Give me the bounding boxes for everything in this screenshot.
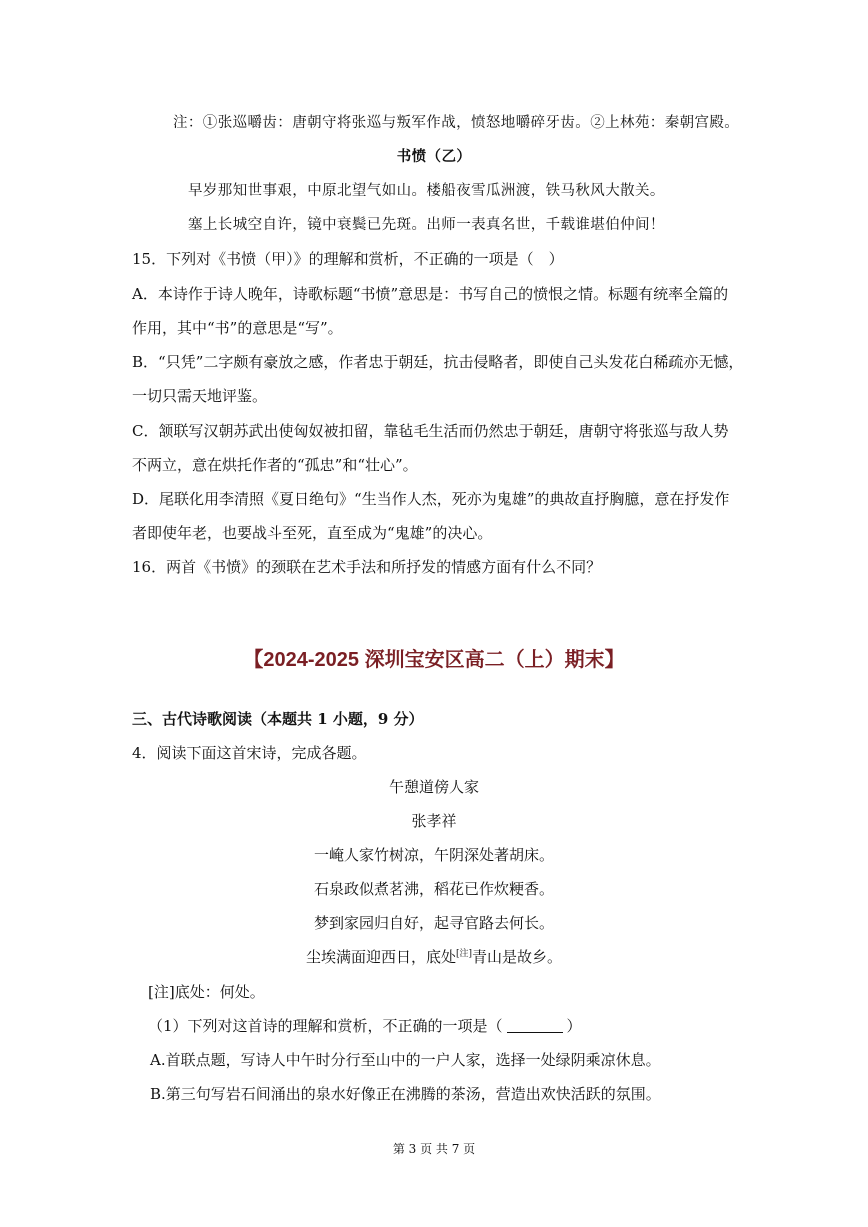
option-a-line1: A．本诗作于诗人晚年，诗歌标题“书愤”意思是：书写自己的愤恨之情。标题有统率全篇的 (132, 285, 729, 303)
option-d-line1: D．尾联化用李清照《夏日绝句》“生当作人杰，死亦为鬼雄”的典故直抒胸臆，意在抒发作 (132, 490, 730, 508)
question-15: 15．下列对《书愤（甲）》的理解和赏析，不正确的一项是（ ） (132, 250, 564, 268)
annotation: [注]底处：何处。 (148, 983, 265, 1001)
exam-source-heading: 【2024-2025 深圳宝安区高二（上）期末】 (243, 649, 625, 671)
footnote: 注：①张巡嚼齿：唐朝守将张巡与叛军作战，愤怒地嚼碎牙齿。②上林苑：秦朝宫殿。 (173, 115, 740, 131)
poem-title: 书愤（乙） (396, 148, 472, 165)
sub-question-close: ） (566, 1017, 582, 1035)
question-16: 16．两首《书愤》的颈联在艺术手法和所抒发的情感方面有什么不同？ (132, 558, 602, 576)
poem-line: 一崦人家竹树凉，午阴深处著胡床。 (313, 846, 554, 864)
question-4: 4．阅读下面这首宋诗，完成各题。 (132, 744, 367, 762)
sub-question-text: （1）下列对这首诗的理解和赏析，不正确的一项是（ (148, 1017, 503, 1035)
poem-line: 石泉政似煮茗沸，稻花已作炊粳香。 (313, 880, 554, 898)
poem-line-part: 尘埃满面迎西日，底处 (305, 948, 456, 966)
sub-option-b: B.第三句写岩石间涌出的泉水好像正在沸腾的茶汤，营造出欢快活跃的氛围。 (150, 1085, 661, 1103)
part-title: 三、古代诗歌阅读（本题共 1 小题，9 分） (132, 710, 424, 728)
page-footer: 第 3 页 共 7 页 (392, 1142, 476, 1156)
poem-author: 张孝祥 (411, 812, 457, 830)
note-marker: [注] (455, 949, 473, 959)
answer-blank[interactable] (507, 1018, 563, 1033)
poem-line: 塞上长城空自许，镜中衰鬓已先斑。出师一表真名世，千载谁堪伯仲间！ (188, 217, 665, 233)
poem-line-part: 青山是故乡。 (472, 948, 563, 966)
option-b-line2: 一切只需天地评鉴。 (132, 387, 268, 405)
option-a-line2: 作用，其中“书”的意思是“写”。 (132, 319, 343, 337)
option-b-line1: B．“只凭”二字颇有豪放之感，作者忠于朝廷，抗击侵略者，即使自己头发花白稀疏亦无憾， (132, 353, 744, 371)
sub-option-a: A.首联点题，写诗人中午时分行至山中的一户人家，选择一处绿阴乘凉休息。 (150, 1051, 661, 1069)
option-c-line1: C．颔联写汉朝苏武出使匈奴被扣留，靠毡毛生活而仍然忠于朝廷，唐朝守将张巡与敌人势 (132, 422, 729, 440)
sub-question-1 (148, 1016, 582, 1036)
poem-line: 早岁那知世事艰，中原北望气如山。楼船夜雪瓜洲渡，铁马秋风大散关。 (188, 183, 665, 199)
option-c-line2: 不两立，意在烘托作者的“孤忠”和“壮心”。 (132, 456, 418, 474)
poem-line-with-note (0, 947, 868, 967)
option-d-line2: 者即使年老，也要战斗至死，直至成为“鬼雄”的决心。 (132, 524, 493, 542)
poem-line: 梦到家园归自好，起寻官路去何长。 (313, 914, 554, 932)
poem-title: 午憩道傍人家 (388, 778, 479, 796)
